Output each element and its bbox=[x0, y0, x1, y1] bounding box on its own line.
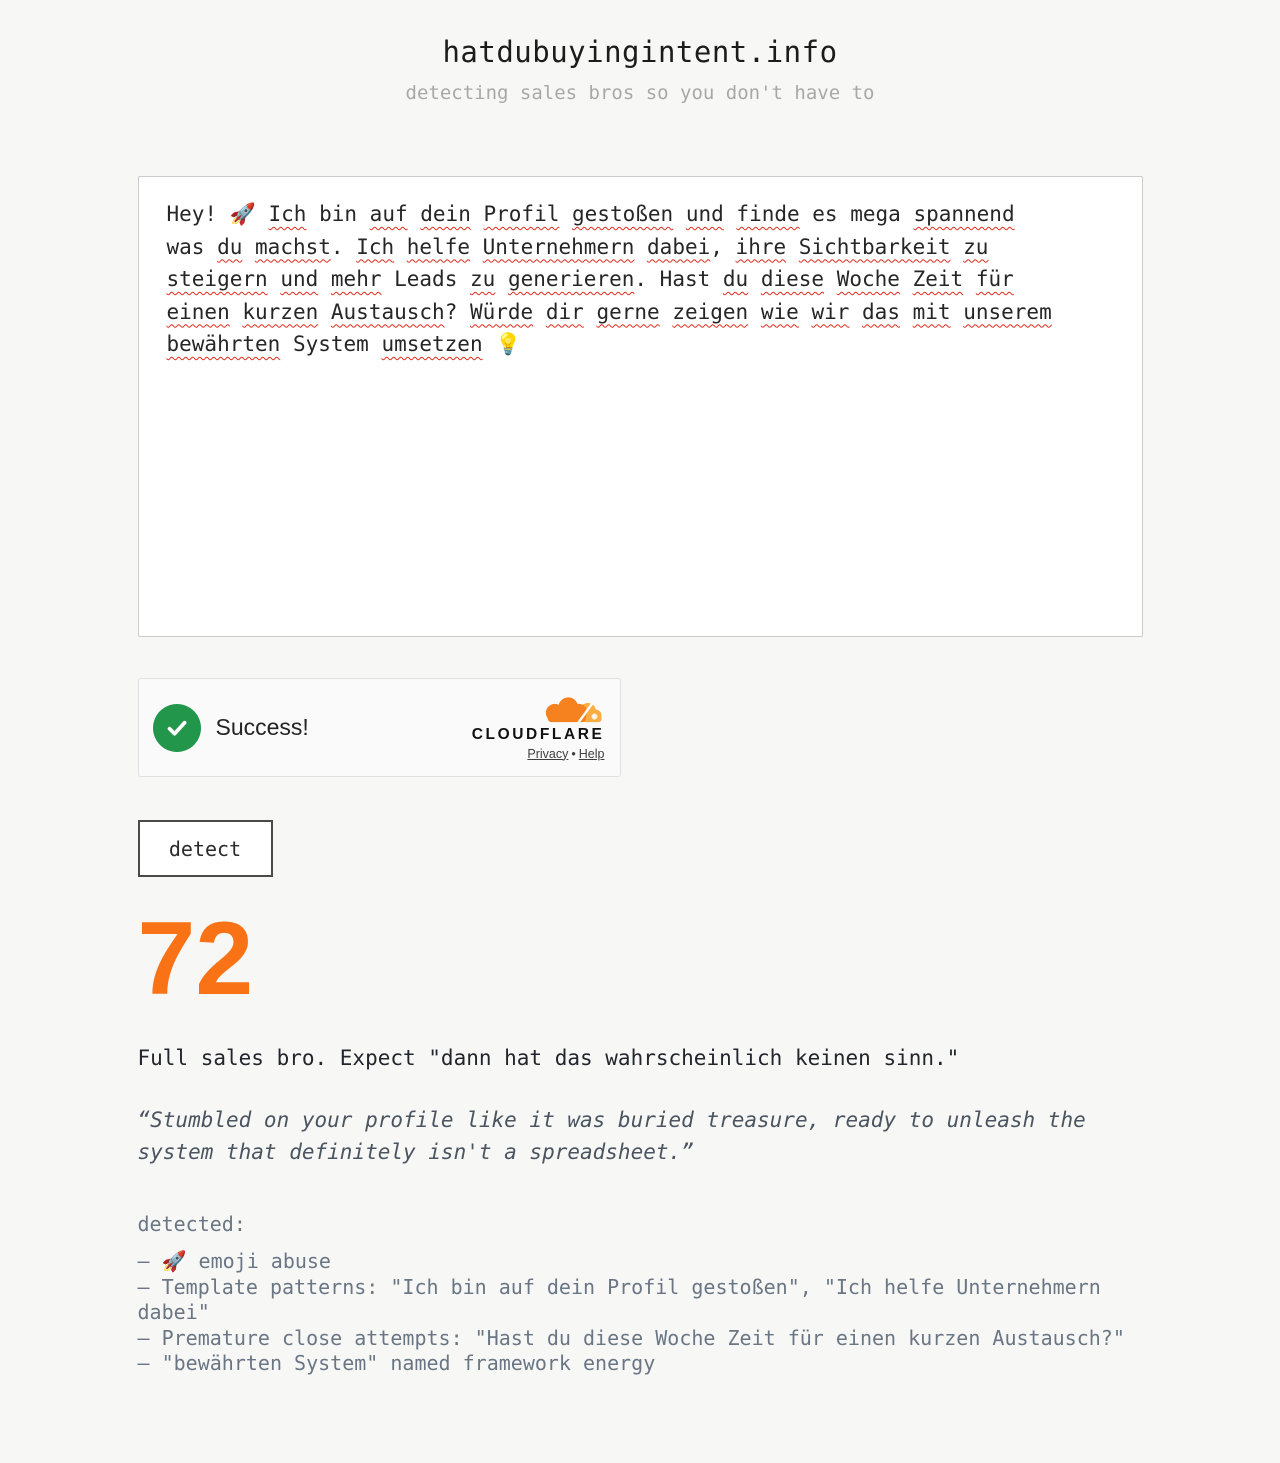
detected-item: — 🚀 emoji abuse bbox=[137, 1249, 331, 1273]
misspelled-word: finde bbox=[736, 202, 800, 226]
misspelled-word: mehr bbox=[330, 267, 382, 291]
message-text bbox=[799, 300, 812, 324]
message-text: . bbox=[330, 234, 357, 259]
misspelled-word: bewährten bbox=[166, 332, 281, 356]
message-line bbox=[167, 231, 1114, 264]
message-text: was bbox=[166, 234, 218, 259]
misspelled-word: machst bbox=[255, 234, 331, 259]
message-text bbox=[951, 300, 964, 324]
message-text bbox=[242, 235, 255, 259]
misspelled-word: Ich bbox=[356, 234, 395, 259]
message-line bbox=[167, 198, 1114, 231]
turnstile-status-group bbox=[153, 704, 309, 752]
misspelled-word: gestoßen bbox=[572, 202, 674, 226]
misspelled-word: kurzen bbox=[242, 299, 319, 324]
turnstile-links bbox=[527, 747, 604, 761]
message-text: es mega bbox=[799, 202, 914, 226]
message-text bbox=[786, 235, 799, 259]
misspelled-word: Würde bbox=[469, 299, 534, 324]
misspelled-word: dein bbox=[420, 202, 471, 226]
misspelled-word: und bbox=[685, 202, 724, 226]
message-text: bin bbox=[306, 202, 370, 226]
message-text bbox=[824, 267, 837, 291]
misspelled-word: zeigen bbox=[672, 299, 749, 324]
misspelled-word: das bbox=[862, 299, 900, 324]
misspelled-word: einen bbox=[166, 299, 230, 324]
success-check-icon bbox=[153, 704, 201, 752]
main bbox=[138, 176, 1143, 1377]
header bbox=[138, 0, 1143, 103]
message-text bbox=[634, 235, 647, 259]
message-text: Leads bbox=[381, 267, 470, 291]
message-text bbox=[963, 267, 976, 291]
message-text bbox=[394, 235, 407, 259]
score-value: 72 bbox=[137, 901, 254, 1017]
message-text bbox=[748, 300, 761, 324]
detected-item: — Premature close attempts: "Hast du diese Woche Zeit für einen kurzen Austausch?" bbox=[137, 1325, 1125, 1350]
site-title: hatdubuyingintent.info bbox=[442, 35, 838, 69]
misspelled-word: zu bbox=[470, 267, 496, 291]
misspelled-word: mit bbox=[912, 299, 951, 324]
verdict-text: Full sales bro. Expect "dann hat das wahrscheinlich keinen sinn." bbox=[137, 1046, 960, 1070]
message-textarea[interactable] bbox=[138, 176, 1143, 637]
message-text bbox=[230, 300, 243, 324]
misspelled-word: Unternehmern bbox=[482, 234, 635, 259]
misspelled-word: Profil bbox=[483, 202, 560, 226]
misspelled-word: ihre bbox=[735, 234, 787, 259]
message-line bbox=[167, 263, 1114, 296]
detect-button[interactable]: detect bbox=[138, 820, 273, 877]
cloudflare-wordmark: CLOUDFLARE bbox=[471, 725, 605, 743]
misspelled-word: Ich bbox=[268, 202, 307, 226]
misspelled-word: du bbox=[217, 234, 243, 259]
cloudflare-cloud-icon bbox=[541, 695, 603, 729]
misspelled-word: Sichtbarkeit bbox=[798, 234, 951, 259]
misspelled-word: du bbox=[722, 267, 749, 291]
message-text bbox=[849, 300, 862, 324]
misspelled-word: Austausch bbox=[330, 299, 445, 324]
misspelled-word: gerne bbox=[596, 299, 660, 324]
misspelled-word: wir bbox=[811, 299, 850, 324]
message-text bbox=[471, 202, 484, 226]
cloudflare-turnstile-widget bbox=[138, 678, 621, 777]
message-text bbox=[318, 267, 331, 291]
message-text bbox=[495, 267, 508, 291]
detected-item: — Template patterns: "Ich bin auf dein Profil gestoßen", "Ich helfe Unternehmern dabei" bbox=[137, 1274, 1101, 1324]
message-text bbox=[951, 235, 964, 259]
message-text bbox=[559, 202, 572, 226]
message-text: System bbox=[280, 332, 382, 356]
misspelled-word: generieren bbox=[507, 267, 635, 291]
message-text bbox=[584, 300, 597, 324]
message-text bbox=[748, 267, 761, 291]
message-text bbox=[724, 202, 737, 226]
misspelled-word: und bbox=[280, 267, 319, 291]
detected-item: — "bewährten System" named framework energy bbox=[137, 1351, 656, 1375]
cloudflare-branding bbox=[472, 695, 606, 761]
misspelled-word: auf bbox=[369, 202, 408, 226]
turnstile-status: Success! bbox=[215, 714, 309, 740]
detected-list bbox=[138, 1249, 1143, 1377]
message-line bbox=[167, 296, 1114, 329]
misspelled-word: wie bbox=[760, 299, 799, 324]
message-text bbox=[318, 300, 331, 324]
misspelled-word: zu bbox=[963, 234, 989, 259]
link-separator: • bbox=[571, 746, 576, 761]
detected-label: detected: bbox=[137, 1212, 246, 1236]
misspelled-word: dabei bbox=[647, 234, 711, 259]
message-text: Hey! 🚀 bbox=[166, 202, 269, 226]
page bbox=[138, 0, 1143, 1463]
misspelled-word: diese bbox=[760, 267, 825, 291]
turnstile-help-link[interactable]: Help bbox=[578, 746, 605, 761]
message-text bbox=[900, 267, 913, 291]
misspelled-word: Woche bbox=[836, 267, 900, 291]
misspelled-word: umsetzen bbox=[381, 332, 483, 356]
message-line bbox=[167, 328, 1114, 361]
turnstile-privacy-link[interactable]: Privacy bbox=[527, 746, 569, 761]
message-text bbox=[900, 300, 913, 324]
message-text bbox=[470, 235, 483, 259]
misspelled-word: für bbox=[975, 267, 1014, 291]
misspelled-word: spannend bbox=[913, 202, 1015, 226]
message-text: ? bbox=[444, 299, 470, 324]
message-text: . Hast bbox=[634, 267, 723, 291]
message-text: 💡 bbox=[482, 332, 522, 356]
message-text bbox=[268, 267, 281, 291]
misspelled-word: unserem bbox=[963, 299, 1052, 324]
message-text bbox=[533, 300, 546, 324]
site-subtitle: detecting sales bros so you don't have to bbox=[405, 82, 875, 104]
message-text: , bbox=[710, 234, 736, 259]
sample-quote: “Stumbled on your profile like it was buried treasure, ready to unleash the system that definitely isn't a spreadsheet.” bbox=[137, 1108, 1086, 1164]
misspelled-word: helfe bbox=[406, 234, 470, 259]
message-text bbox=[408, 202, 421, 226]
misspelled-word: steigern bbox=[166, 267, 268, 291]
message-text bbox=[673, 202, 686, 226]
misspelled-word: dir bbox=[545, 299, 584, 324]
message-text bbox=[660, 300, 673, 324]
misspelled-word: Zeit bbox=[912, 267, 964, 291]
